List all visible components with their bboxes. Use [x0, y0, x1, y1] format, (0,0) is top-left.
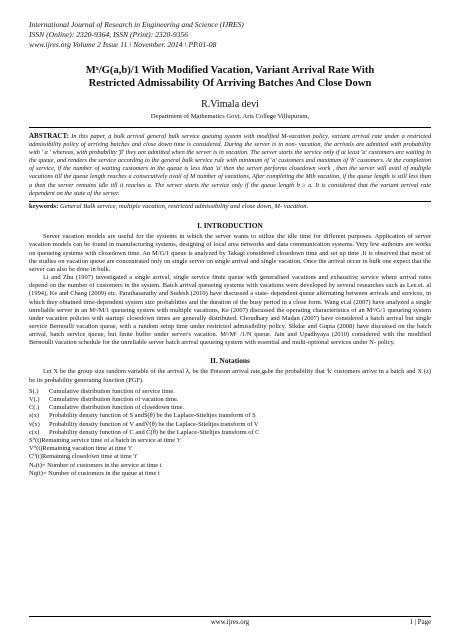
journal-header	[29, 20, 431, 50]
author-name: R.Vimala devi	[201, 99, 259, 110]
keywords-text: General Bulk service, multiple vacation, restricted admissibility and close down, M- vacation.	[58, 202, 309, 210]
title-line-2: Restricted Admissability Of Arriving Batches And Close Down	[88, 78, 372, 89]
notation-description: Probability density function of V andṼ(θ) be the Laplace-Stieltjes transform of V	[49, 420, 259, 428]
author-affiliation: Department of Mathematics Govt. Arts College Villupuram,	[150, 113, 310, 120]
notation-line: V⁰(t)Remaining vacation time at time 't'	[29, 445, 133, 453]
notation-row	[29, 388, 431, 396]
footer-page-number: 1 | Page	[409, 619, 431, 626]
notation-symbol: S(.)	[29, 387, 39, 395]
notation-row	[29, 429, 431, 437]
notation-row	[29, 396, 431, 404]
keywords	[29, 203, 431, 212]
section-heading-introduction: I. INTRODUCTION	[197, 221, 263, 231]
introduction-paragraph: Server vacation models are useful for the systems in which the server wants to utilize the idle time for different purposes. Application of server vacation models can be found in manufacturing systems, designing of local area networks and data communication systems. Very few authours are works on queueing systems with closedown time. An M/G/1 queue is analyzed by Takagi considered closedown time and set up time .It is observed that most of the studies on vacation queue are concentrated only on single server on single arrival and single vacation. Once the arrival occur in bulk one expect that the server can also be done in bulk.	[29, 233, 431, 273]
notation-row	[29, 421, 431, 429]
introduction-paragraph: Li and Zhu (1997) investigated a single arrival, single service finite queue with generalised vacations and exhaustive service where arrival rates depend on the number of customers in the system. Batch arrival queueing systems with vacations were developed by several researches such as Lee.et. al (1994), Ke and Chang (2009) etc. Parathasarathy and Sudesh (2010) have discussed a state- dependent queue alternating between arrivals and services, in which they obtained time-dependent system size probablities and the duration of the busy period in a close form. Wang et.al (2007) have analyzed a single unreliable server in an Mˣ/M/1 queueing system with multiple vacations, Ke (2007) discussed the operating characteristics of an Mˣ/G/1 queueing system under vacation policies with startup/ closedown times are generally distributed. Choudhary and Madan (2007) have considered a batch arrival but single service Bernoulli vacation queue, with a random setup time under restricted admissibility policy. Sikdar and Gupta (2008) have discussed on the batch arrival, batch service queue, but finite buffer under server's vacation. Mˣ/Mʸ /1/N queue. Jain and Upadhyaya (2010) considered with the modified Bernoulli vacation schedule for the unreliable server batch arrival queueing system with essential and multi-optional services under N- policy.	[29, 274, 431, 347]
notation-description: Probability density function of S andS̃(θ) be the Laplace-Stieltjes transform of S	[49, 412, 256, 420]
notation-symbol: c(x)	[29, 428, 40, 436]
introduction-body	[29, 233, 431, 347]
paper-title	[29, 64, 431, 90]
footer-website: www.ijres.org	[210, 619, 250, 626]
notation-line: Nₛ(t)= Number of customers in the service at time t	[29, 461, 162, 469]
abstract-text: In this paper, a bulk arrival general bulk service queuing system with modified M-vacation policy, variant arrival rate under a restricted admissibility policy of arriving batches and close down time is considered. During the server is in non- vacation, the arrivals are admitted with probability with ' α ' whereas, with probability 'β' they are admitted when the server is in vacation. The server starts the service only if at least 'a' customers are waiting in the queue, and renders the service according to the general bulk service rule with minimum of 'a' customers and maximum of 'b' customers. At the completion of service, if the number of waiting customers in the queue is less than 'a' then the server performs closedown work , then the server will avail of multiple vacations till the queue length reaches a consecutively avail of M number of vacations, After completing the Mth vacation, if the queue length is still less than a then the server remains idle till it reaches a. The server starts the service only if the queue length b ≥ a. It is considered that the variant arrival rate dependent on the state of the server.	[29, 133, 431, 197]
keywords-label: keywords:	[29, 202, 59, 210]
notation-line: S⁰(t)Remaining service time of a batch in service at time 't'	[29, 436, 181, 444]
notation-description: Cumulative distribution function of vacation time.	[49, 395, 179, 403]
page-footer	[29, 616, 431, 631]
abstract-label: ABSTRACT:	[29, 132, 69, 140]
notations-intro	[29, 368, 431, 384]
notation-symbol: C(.)	[29, 404, 40, 412]
title-line-1: Mˣ/G(a,b)/1 With Modified Vacation, Variant Arrival Rate With	[85, 65, 375, 76]
notation-list	[29, 388, 431, 478]
notation-row	[29, 412, 431, 420]
notation-line: Nq(t)= Number of customers in the queue at time t	[29, 469, 160, 477]
notation-symbol: s(x)	[29, 412, 40, 420]
notation-line: C⁰(t)Remaining closedown time at time 't'	[29, 453, 138, 461]
notation-symbol: V(.)	[29, 395, 40, 403]
notation-description: Probability density function of C and C̃(θ) be the Laplace-Stieltjes transform of C	[49, 428, 260, 436]
journal-name: International Journal of Research in Engineering and Science (IJRES)	[29, 20, 244, 29]
notation-description: Cumulative distribution function of closedown time.	[49, 404, 185, 412]
notations-paragraph: Let X be the group size random variable of the arrival λ, be the Poisson arrival rate,gₖbe the probability that 'k' customers arrive in a batch and X (z) be its probability generating function (PGF).	[29, 368, 431, 384]
notation-symbol: v(x)	[29, 420, 40, 428]
issn-line: ISSN (Online): 2320-9364, ISSN (Print): 2320-9356	[29, 30, 189, 39]
notation-description: Cumulative distribution function of service time.	[49, 387, 175, 395]
abstract	[29, 127, 431, 202]
section-heading-notations: II. Notations	[210, 356, 250, 366]
volume-line: www.ijres.org Volume 2 Issue 11 \ November. 2014 \ PP.01-08	[29, 40, 217, 49]
